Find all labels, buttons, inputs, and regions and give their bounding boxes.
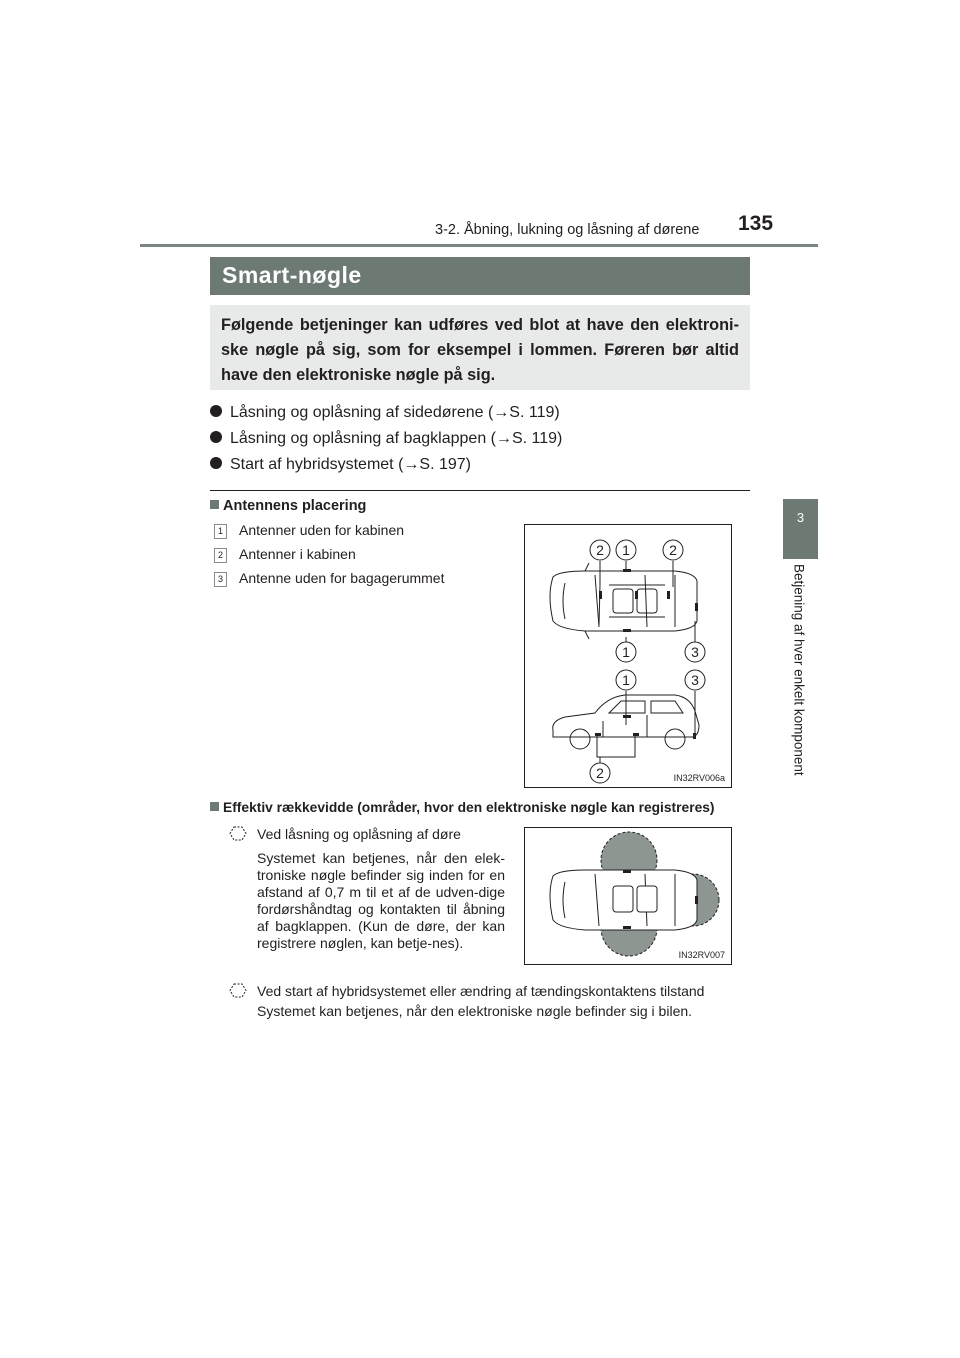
intro-box [210,305,750,390]
intro-text: Følgende betjeninger kan udføres ved blot at have den elektroni-ske nøgle på sig, som for eksempel i lommen. Føreren bør altid have den elektroniske nøgle på sig. [221,316,739,384]
figure-code: IN32RV007 [678,950,725,960]
bullet-item: Start af hybridsystemet (→S. 197) [210,456,471,474]
bullet-icon [210,405,222,417]
chapter-tab-number: 3 [796,510,805,525]
bullet-item: Låsning og oplåsning af bagklappen (→S. 119) [210,430,562,448]
legend-item: 1 Antenner uden for kabinen [214,522,404,539]
range-zone-diagram [525,828,731,964]
car-top-view [550,563,697,639]
chapter-tab-label: Betjening af hver enkelt komponent [791,564,807,776]
antenna-figure [524,524,732,788]
page-number: 135 [738,212,774,235]
range-heading: Effektiv rækkevidde (områder, hvor den elektroniske nøgle kan registreres) [210,800,715,815]
number-1-icon: 1 [214,524,227,539]
square-bullet-icon [210,802,219,811]
callout-1: 1 [622,672,630,688]
section-divider [210,490,750,491]
range-start-text: Systemet kan betjenes, når den elektroniske nøgle befinder sig i bilen. [257,1003,693,1019]
bullet-icon [210,431,222,443]
callout-2: 2 [596,765,604,781]
figure-code: IN32RV006a [673,773,725,783]
range-door-title: Ved låsning og oplåsning af døre [257,826,461,842]
legend-item: 2 Antenner i kabinen [214,546,356,563]
range-start-title: Ved start af hybridsystemet eller ændring af tændingskontaktens tilstand [257,983,705,999]
chapter-tab[interactable] [783,499,818,559]
zone-marker-icon [229,983,247,998]
callout-2: 2 [596,542,604,558]
chapter-title: 3-2. Åbning, lukning og låsning af dørene [435,222,700,238]
range-figure [524,827,732,965]
legend-item: 3 Antenne uden for bagagerummet [214,570,444,587]
callout-1: 1 [622,542,630,558]
callout-1: 1 [622,644,630,660]
number-2-icon: 2 [214,548,227,563]
range-door-text: Systemet kan betjenes, når den elek-troniske nøgle befinder sig inden for en afstand af 0,7 m til et af de udven-dige fordørshåndtag og kontakten til åbning af bagklappen. (Kun de døre, der kan registrere nøglen, kan betje-nes). [257,850,505,951]
bullet-item: Låsning og oplåsning af sidedørene (→S. 119) [210,404,560,422]
square-bullet-icon [210,500,219,509]
antenna-heading: Antennens placering [210,498,366,514]
callout-2: 2 [669,542,677,558]
callout-3: 3 [691,644,699,660]
header-divider [140,244,818,247]
bullet-icon [210,457,222,469]
zone-marker-icon [229,826,247,841]
callout-3: 3 [691,672,699,688]
number-3-icon: 3 [214,572,227,587]
section-title: Smart-nøgle [222,262,362,288]
car-antenna-diagram [525,525,731,787]
section-banner [210,257,750,295]
